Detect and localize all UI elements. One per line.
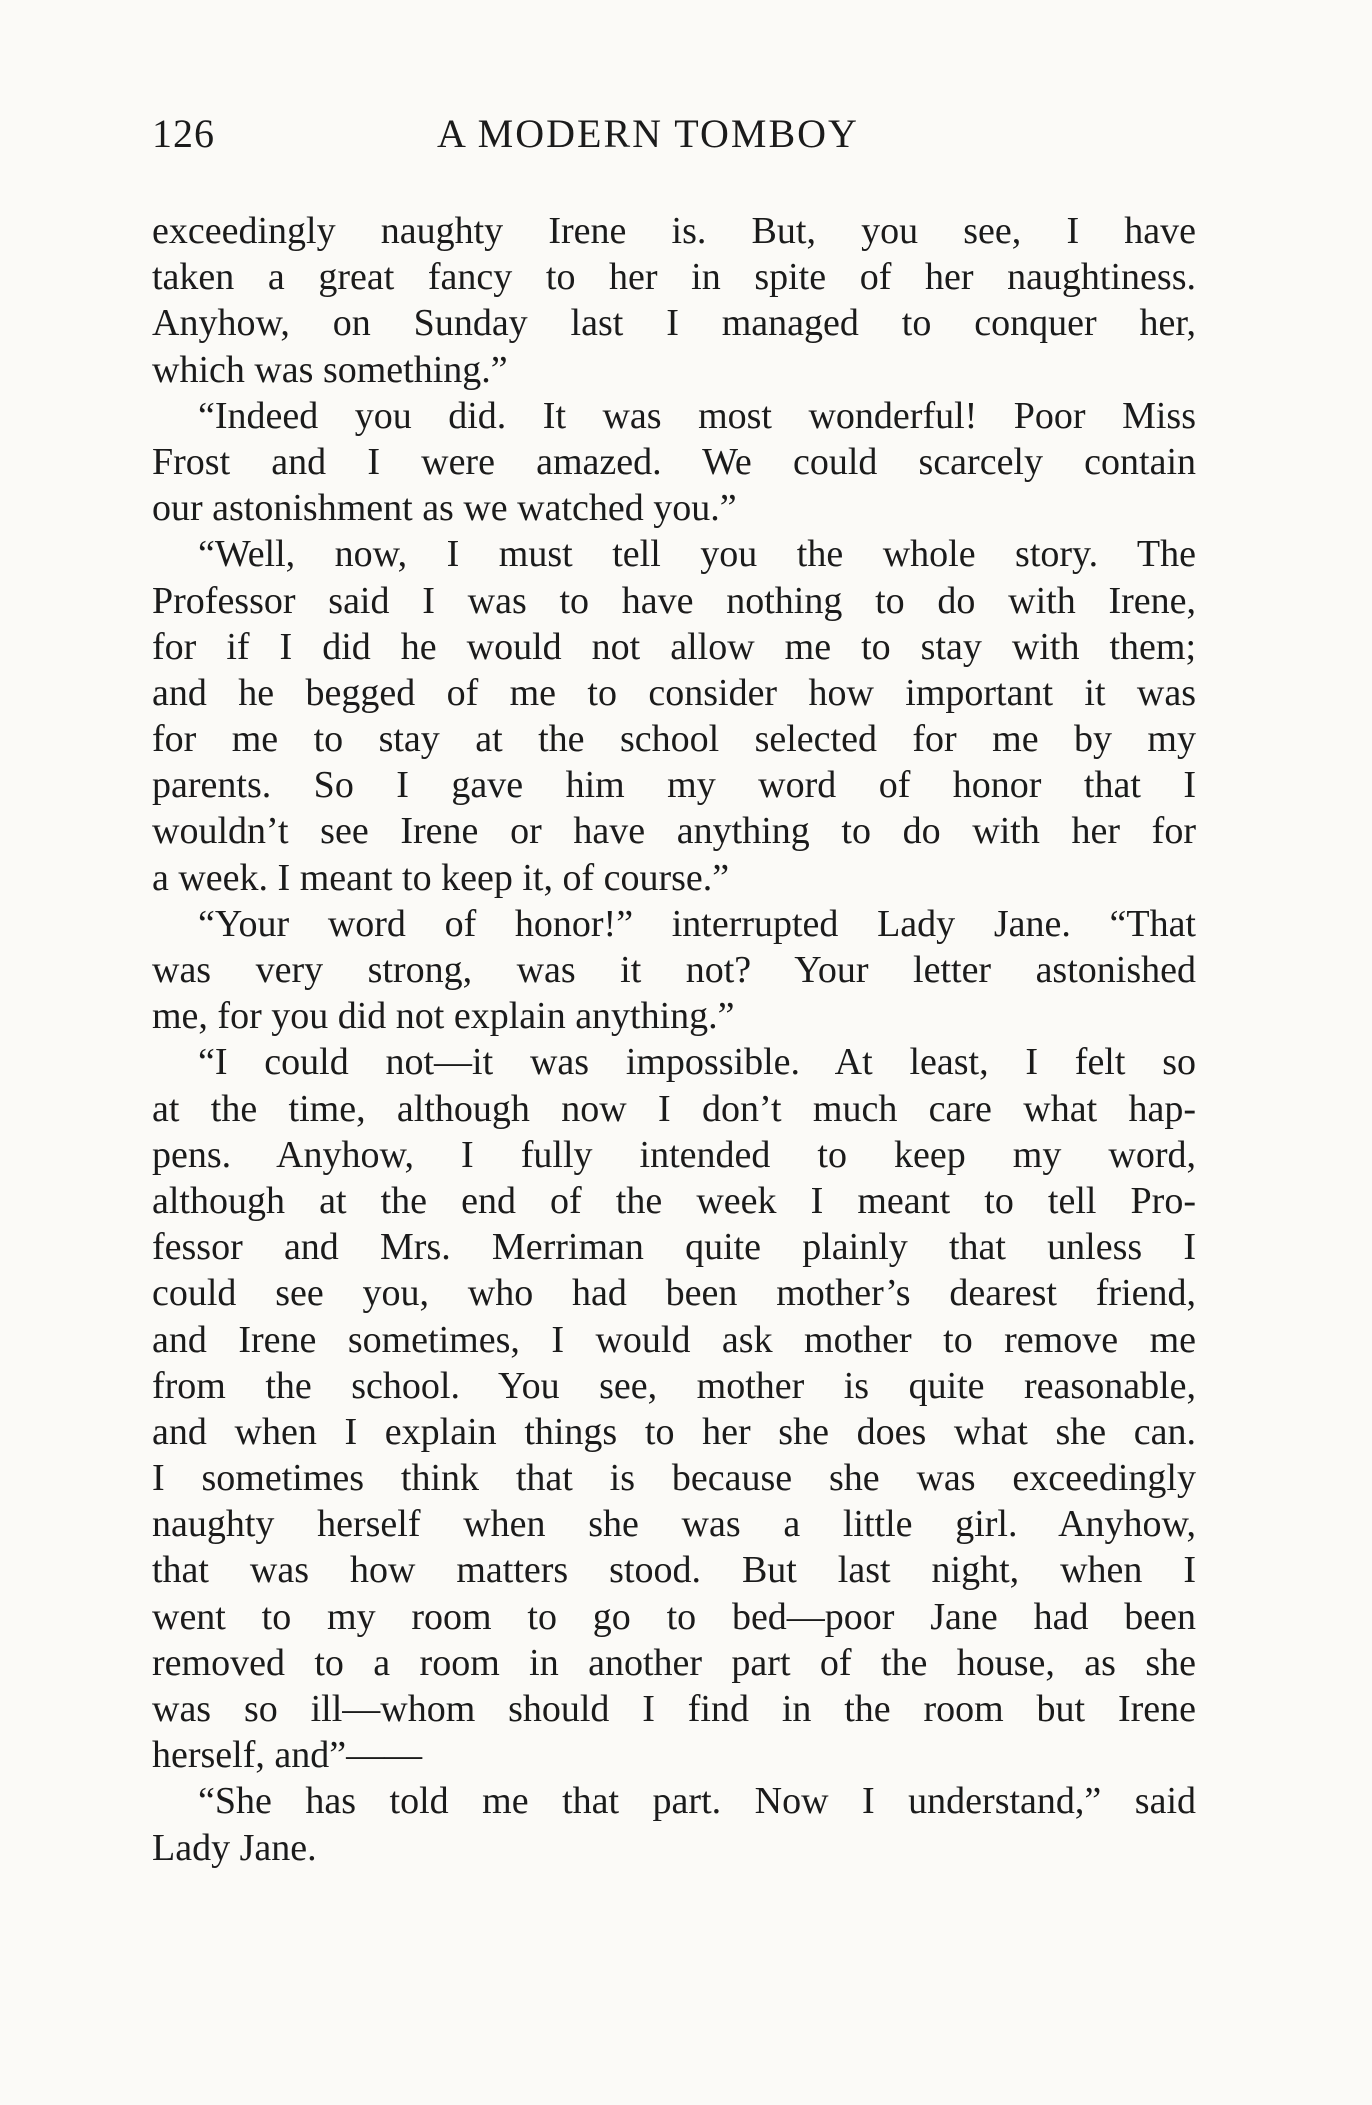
text-line: taken a great fancy to her in spite of her naughtiness. bbox=[152, 256, 1196, 299]
text-line: our astonishment as we watched you.” bbox=[152, 487, 737, 530]
text-line: wouldn’t see Irene or have anything to do with her for bbox=[152, 810, 1196, 853]
text-line: and he begged of me to consider how important it was bbox=[152, 671, 1196, 714]
text-line: that was how matters stood. But last night, when I bbox=[152, 1549, 1196, 1592]
body-text bbox=[152, 208, 1196, 1871]
text-line: parents. So I gave him my word of honor that I bbox=[152, 764, 1196, 807]
text-line: could see you, who had been mother’s dearest friend, bbox=[152, 1272, 1196, 1315]
text-line: at the time, although now I don’t much care what hap- bbox=[152, 1087, 1196, 1130]
text-line: went to my room to go to bed—poor Jane had been bbox=[152, 1595, 1196, 1638]
text-line: “Well, now, I must tell you the whole story. The bbox=[198, 533, 1196, 576]
text-line: and Irene sometimes, I would ask mother to remove me bbox=[152, 1318, 1196, 1361]
text-line: I sometimes think that is because she was exceedingly bbox=[152, 1457, 1196, 1500]
running-title: A MODERN TOMBOY bbox=[437, 111, 859, 156]
text-line: although at the end of the week I meant to tell Pro- bbox=[152, 1179, 1196, 1222]
text-line: for if I did he would not allow me to stay with them; bbox=[152, 625, 1196, 668]
text-line: “Indeed you did. It was most wonderful! Poor Miss bbox=[198, 394, 1196, 437]
text-line: “She has told me that part. Now I understand,” said bbox=[198, 1780, 1196, 1823]
text-line: “Your word of honor!” interrupted Lady Jane. “That bbox=[198, 902, 1196, 945]
text-line: for me to stay at the school selected for me by my bbox=[152, 718, 1196, 761]
text-line: herself, and”—— bbox=[152, 1734, 423, 1777]
text-line: from the school. You see, mother is quite reasonable, bbox=[152, 1364, 1196, 1407]
text-line: was very strong, was it not? Your letter astonished bbox=[152, 949, 1196, 991]
text-line: Anyhow, on Sunday last I managed to conquer her, bbox=[152, 302, 1196, 345]
page-number: 126 bbox=[152, 111, 215, 156]
text-line: pens. Anyhow, I fully intended to keep my word, bbox=[152, 1133, 1196, 1176]
text-line: and when I explain things to her she does what she can. bbox=[152, 1410, 1196, 1453]
text-line: “I could not—it was impossible. At least, I felt so bbox=[198, 1041, 1196, 1084]
text-line: Lady Jane. bbox=[152, 1826, 317, 1869]
text-line: removed to a room in another part of the house, as she bbox=[152, 1641, 1196, 1684]
text-line: Frost and I were amazed. We could scarcely contain bbox=[152, 440, 1196, 483]
text-line: was so ill—whom should I find in the room but Irene bbox=[152, 1688, 1196, 1730]
text-line: which was something.” bbox=[152, 348, 508, 391]
text-line: a week. I meant to keep it, of course.” bbox=[152, 856, 730, 899]
text-line: me, for you did not explain anything.” bbox=[152, 995, 735, 1038]
text-line: exceedingly naughty Irene is. But, you see, I have bbox=[152, 210, 1196, 252]
page-header bbox=[152, 108, 1198, 160]
text-line: naughty herself when she was a little girl. Anyhow, bbox=[152, 1503, 1196, 1546]
text-line: fessor and Mrs. Merriman quite plainly that unless I bbox=[152, 1226, 1196, 1269]
text-line: Professor said I was to have nothing to do with Irene, bbox=[152, 579, 1196, 622]
